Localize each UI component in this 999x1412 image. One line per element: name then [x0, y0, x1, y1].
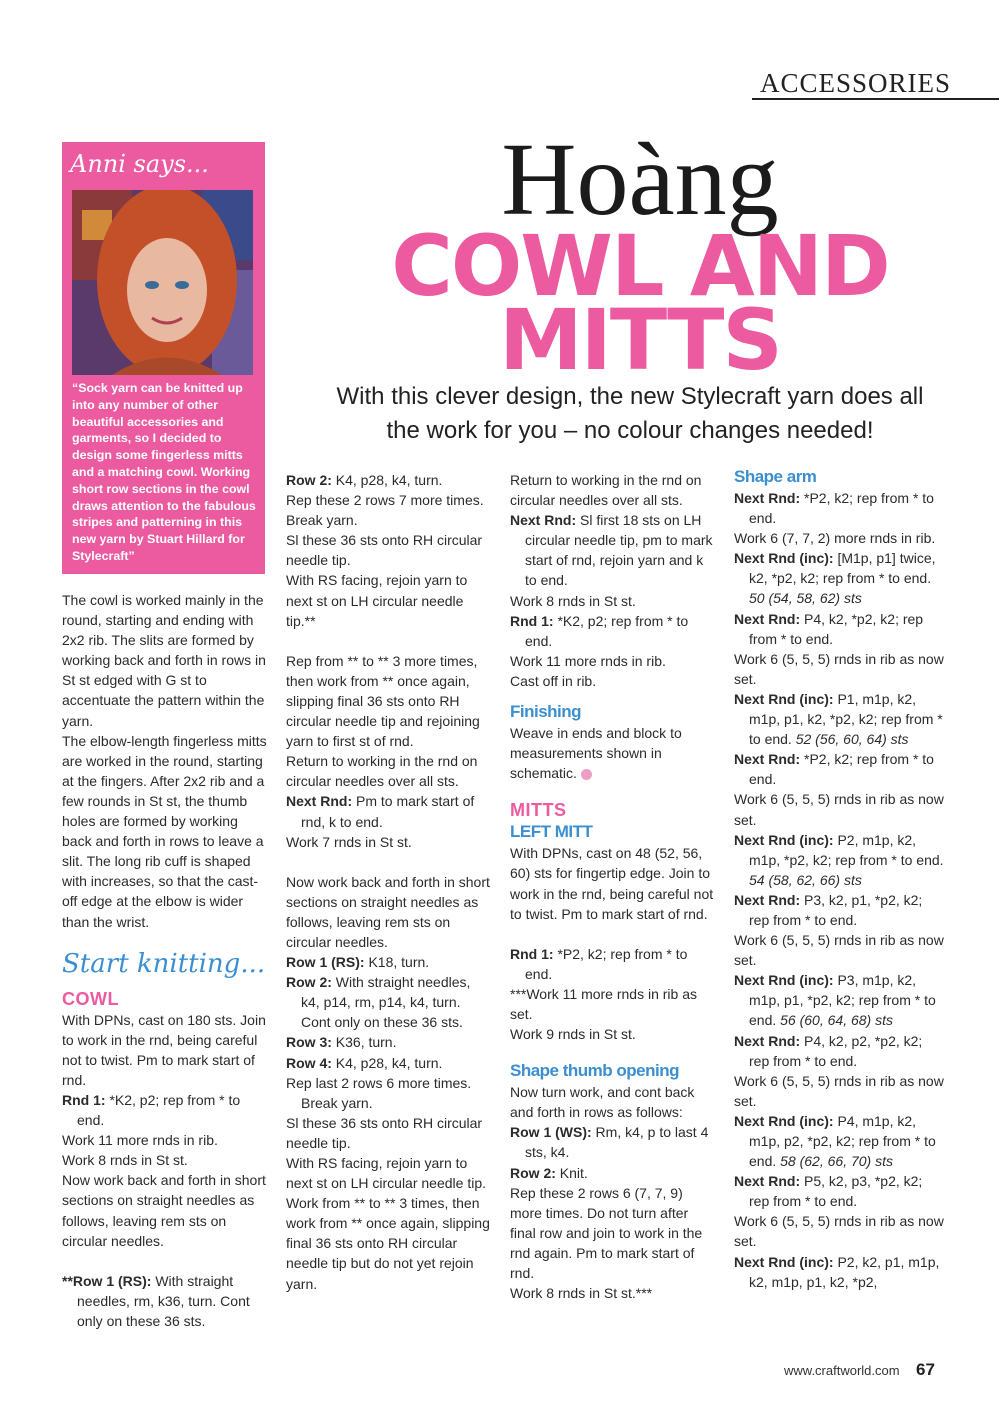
standfirst [330, 380, 930, 448]
designer-quote: “Sock yarn can be knitted up into any number of other beautiful accessories and garments, so I decided to design some fingerless mitts and a matching cowl. Working short row sections in the cowl draws attention to the fabulous stripes and patterning in this new yarn by Stuart Hillard for Stylecraft” [72, 381, 256, 563]
instruction-line: Work from ** to ** 3 times, then work from ** once again, slipping final 36 sts onto RH circular needle tip but do not yet rejoin yarn. [286, 1195, 490, 1292]
instruction-line: Rep these 2 rows 6 (7, 7, 9) more times. Do not turn after final row and join to work in the rnd again. Pm to mark start of rnd. [510, 1184, 703, 1281]
section-tag: ACCESSORIES [760, 68, 952, 98]
cowl-rnd-1: Rnd 1: *K2, p2; rep from * to end. [62, 1091, 241, 1129]
thumb-opening-heading: Shape thumb opening [510, 1061, 679, 1081]
instruction-row: Next Rnd: P3, k2, p1, *p2, k2; rep from * to end. [734, 891, 923, 928]
yarn-ball-icon [581, 769, 592, 780]
instruction-row: Next Rnd: Sl first 18 sts on LH circular needle tip, pm to mark start of rnd, rejoin yarn and k to end. [510, 512, 713, 589]
instruction-line: Rep last 2 rows 6 more times. Break yarn. [286, 1074, 472, 1111]
instruction-line: With RS facing, rejoin yarn to next st on LH circular needle tip.** [286, 572, 468, 629]
start-knitting-heading: Start knitting... [62, 948, 266, 979]
instruction-line: Work 9 rnds in St st. [510, 1026, 636, 1043]
instruction-row: Next Rnd: P5, k2, p3, *p2, k2; rep from * to end. [734, 1173, 923, 1210]
instruction-row: Next Rnd (inc): P2, m1p, k2, m1p, *p2, k2; rep from * to end. 54 (58, 62, 66) sts [734, 831, 944, 888]
intro-paragraph-2: The elbow-length fingerless mitts are worked in the round, starting at the fingers. After 2x2 rib and a few rounds in St st, the thumb holes are formed by working back and forth in rows to leave a slit. The long rib cuff is shaped with increases, so that the cast-off edge at the elbow is wider than the wrist. [62, 732, 267, 930]
instruction-row: Row 2: Knit. [510, 1164, 588, 1181]
footer-url: www.craftworld.com [784, 1363, 900, 1378]
instruction-line: Work 6 (5, 5, 5) rnds in rib as now set. [734, 1072, 944, 1109]
instruction-row: Next Rnd (inc): P4, m1p, k2, m1p, p2, *p2, k2; rep from * to end. 58 (62, 66, 70) sts [734, 1112, 936, 1170]
instruction-row: Next Rnd: Pm to mark start of rnd, k to end. [286, 793, 475, 830]
instruction-line: Work 6 (5, 5, 5) rnds in rib as now set. [734, 791, 944, 828]
instruction-line: With RS facing, rejoin yarn to next st on LH circular needle tip. [286, 1155, 486, 1192]
instruction-row: Next Rnd (inc): P2, k2, p1, m1p, k2, m1p, p1, k2, *p2, [734, 1253, 940, 1290]
column-4 [734, 466, 944, 1292]
instruction-line: Now work back and forth in short sections on straight needles as follows, leaving rem sts on circular needles. [286, 873, 490, 950]
instruction-line: Work 6 (5, 5, 5) rnds in rib as now set. [734, 932, 944, 969]
title-line-1: COWL AND [391, 217, 889, 315]
column-1 [62, 590, 268, 1331]
instruction-line: Rep from ** to ** 3 more times, then work from ** once again, slipping final 36 sts onto RH circular needle tip and rejoining yarn to first st of rnd. [286, 652, 480, 750]
left-mitt-heading: LEFT MITT [510, 822, 593, 842]
cowl-row-1: **Row 1 (RS): With straight needles, rm, k36, turn. Cont only on these 36 sts. [62, 1272, 250, 1329]
instruction-line: Sl these 36 sts onto RH circular needle tip. [286, 532, 483, 569]
section-rule [752, 98, 999, 100]
sidebar-heading: Anni says... [70, 150, 209, 178]
instruction-line: Rep these 2 rows 7 more times. Break yarn. [286, 492, 484, 529]
instruction-row: Next Rnd: *P2, k2; rep from * to end. [734, 751, 934, 788]
instruction-row: Next Rnd (inc): [M1p, p1] twice, k2, *p2, k2; rep from * to end. 50 (54, 58, 62) sts [734, 550, 936, 607]
instruction-row: Next Rnd: P4, k2, *p2, k2; rep from * to end. [734, 610, 924, 647]
instruction-line: Work 6 (5, 5, 5) rnds in rib as now set. [734, 650, 944, 687]
title-script: Hoàng [501, 122, 779, 237]
mitts-heading: MITTS [510, 800, 567, 821]
instruction-line: Sl these 36 sts onto RH circular needle tip. [286, 1114, 483, 1151]
instruction-line: ***Work 11 more rnds in rib as set. [510, 985, 697, 1022]
intro-paragraph-1: The cowl is worked mainly in the round, starting and ending with 2x2 rib. The slits are formed by working back and forth in rows in St st edged with G st to accentuate the pattern within the yarn. [62, 592, 266, 729]
shape-arm-heading: Shape arm [734, 467, 817, 486]
cowl-line: Work 8 rnds in St st. [62, 1152, 188, 1169]
instruction-row: Next Rnd: P4, k2, p2, *p2, k2; rep from * to end. [734, 1032, 923, 1069]
instruction-line: Return to working in the rnd on circular needles over all sts. [510, 472, 702, 509]
instruction-line: With DPNs, cast on 48 (52, 56, 60) sts for fingertip edge. Join to work in the rnd, being careful not to twist. Pm to mark start of rnd. [510, 845, 714, 922]
column-3 [510, 470, 715, 1303]
instruction-row: Row 4: K4, p28, k4, turn. [286, 1054, 443, 1071]
instruction-row: Row 2: K4, p28, k4, turn. [286, 472, 443, 488]
title-line-2: MITTS [499, 291, 781, 389]
instruction-line: Work 7 rnds in St st. [286, 833, 412, 850]
instruction-row: Rnd 1: *P2, k2; rep from * to end. [510, 945, 688, 982]
column-2 [286, 470, 491, 1294]
finishing-heading: Finishing [510, 702, 582, 722]
instruction-line: Work 11 more rnds in rib. [510, 652, 666, 669]
designer-photo [72, 190, 253, 375]
instruction-line: Work 8 rnds in St st. [510, 592, 636, 609]
cowl-line: Work 11 more rnds in rib. [62, 1132, 218, 1149]
instruction-row: Next Rnd (inc): P3, m1p, k2, m1p, p1, *p2, k2; rep from * to end. 56 (60, 64, 68) sts [734, 972, 936, 1029]
standfirst-line-1: With this clever design, the new Stylecraft yarn does all [336, 383, 924, 410]
instruction-line: Work 6 (5, 5, 5) rnds in rib as now set. [734, 1213, 944, 1250]
page-number: 67 [916, 1360, 935, 1379]
instruction-row: Next Rnd: *P2, k2; rep from * to end. [734, 490, 934, 527]
standfirst-line-2: the work for you – no colour changes needed! [386, 417, 874, 444]
instruction-line: Work 6 (7, 7, 2) more rnds in rib. [734, 530, 936, 547]
instruction-line: Work 8 rnds in St st.*** [510, 1285, 653, 1302]
instruction-line: Now turn work, and cont back and forth in rows as follows: [510, 1084, 695, 1121]
instruction-line: Cast off in rib. [510, 672, 597, 689]
instruction-row: Next Rnd (inc): P1, m1p, k2, m1p, p1, k2, *p2, k2; rep from * to end. 52 (56, 60, 64) sts [734, 690, 943, 748]
cowl-cast-on: With DPNs, cast on 180 sts. Join to work in the rnd, being careful not to twist. Pm to mark start of rnd. [62, 1011, 266, 1088]
instruction-row: Row 2: With straight needles, k4, p14, rm, p14, k4, turn. Cont only on these 36 sts. [286, 974, 471, 1031]
cowl-heading: COWL [62, 988, 119, 1009]
instruction-line: Return to working in the rnd on circular needles over all sts. [286, 753, 478, 790]
cowl-line: Now work back and forth in short sections on straight needles as follows, leaving rem sts on circular needles. [62, 1172, 266, 1249]
finishing-text: Weave in ends and block to measurements shown in schematic. [510, 725, 682, 782]
instruction-row: Rnd 1: *K2, p2; rep from * to end. [510, 612, 689, 649]
instruction-row: Row 3: K36, turn. [286, 1034, 397, 1051]
instruction-row: Row 1 (RS): K18, turn. [286, 954, 430, 971]
instruction-row: Row 1 (WS): Rm, k4, p to last 4 sts, k4. [510, 1124, 709, 1161]
